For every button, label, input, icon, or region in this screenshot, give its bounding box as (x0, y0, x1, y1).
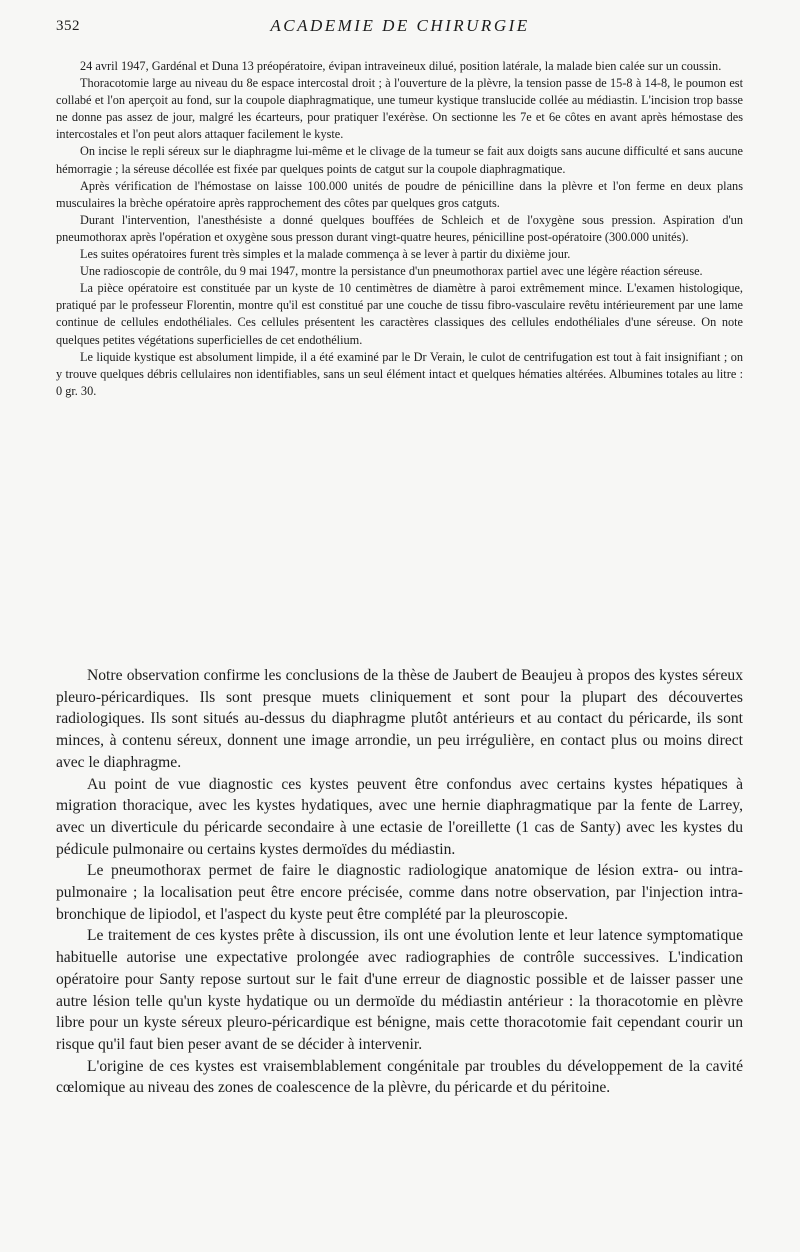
paragraph: La pièce opératoire est constituée par un kyste de 10 centimètres de diamètre à paroi extrêmement mince. L'examen histologique, pratiqué par le professeur Florentin, montre qu'il est constitué par une couche de tissu fibro-vasculaire revêtu intérieurement par une lame continue de cellules endothéliales. Ces cellules présentent les caractères classiques des cellules endothéliales d'une séreuse. On note quelques petites végétations superficielles de cet endothélium. (56, 281, 743, 347)
paragraph: Le liquide kystique est absolument limpide, il a été examiné par le Dr Verain, le culot de centrifugation est tout à fait insignifiant ; on y trouve quelques débris cellulaires non identifiables, sans un seul élément intact et quelques hématies altérées. Albumines totales au litre : 0 gr. 30. (56, 349, 743, 398)
page-number: 352 (56, 18, 80, 34)
paragraph: Une radioscopie de contrôle, du 9 mai 1947, montre la persistance d'un pneumothorax partiel avec une légère réaction séreuse. (80, 264, 703, 279)
paragraph: Au point de vue diagnostic ces kystes peuvent être confondus avec certains kystes hépatiques à migration thoracique, avec les kystes hydatiques, avec une hernie diaphragmatique par la fente de Larrey, avec un diverticule du péricarde secondaire à une ectasie de l'oreillette (1 cas de Santy) avec les kystes du pédicule pulmonaire ou certains kystes dermoïdes du médiastin. (56, 775, 743, 858)
running-title: ACADEMIE DE CHIRURGIE (270, 16, 530, 35)
page-header (56, 18, 744, 42)
paragraph: 24 avril 1947, Gardénal et Duna 13 préopératoire, évipan intraveineux dilué, position latérale, la malade bien calée sur un coussin. (80, 59, 722, 73)
paragraph: Le traitement de ces kystes prête à discussion, ils ont une évolution lente et leur latence symptomatique habituelle autorise une expectative prolongée avec radiographies de contrôle successives. L'indication opératoire pour Santy repose surtout sur le fait d'une erreur de diagnostic possible et de laisser passer une autre lésion telle qu'un kyste hydatique ou un dermoïde du médiastin antérieur : la thoracotomie en plèvre libre pour un kyste séreux pleuro-péricardique est bénigne, mais cette thoracotomie fait cependant courir un risque qu'il faut bien peser avant de se décider à intervenir. (56, 927, 743, 1053)
paragraph: Le pneumothorax permet de faire le diagnostic radiologique anatomique de lésion extra- ou intra-pulmonaire ; la localisation peut être encore précisée, comme dans notre observation, par l'injection intra-bronchique de lipiodol, et l'aspect du kyste peut être complété par la pleuroscopie. (56, 862, 743, 923)
paragraph: On incise le repli séreux sur le diaphragme lui-même et le clivage de la tumeur se fait aux doigts sans aucune difficulté et sans aucune hémorragie ; la séreuse décollée est fixée par quelques points de catgut sur la coupole diaphragmatique. (56, 144, 743, 176)
discussion-section (56, 665, 743, 1099)
paragraph: Les suites opératoires furent très simples et la malade commença à se lever à partir du dixième jour. (80, 247, 571, 262)
paragraph: L'origine de ces kystes est vraisemblablement congénitale par troubles du développement de la cavité cœlomique au niveau des zones de coalescence de la plèvre, du péricarde et du péritoine. (56, 1057, 743, 1097)
paragraph: Thoracotomie large au niveau du 8e espace intercostal droit ; à l'ouverture de la plèvre, la tension passe de 15-8 à 14-8, le poumon est collabé et l'on aperçoit au fond, sur la coupole diaphragmatique, une tumeur kystique translucide collée au médiastin. L'incision trop basse ne donne pas assez de jour, malgré les écarteurs, pour pratiquer l'exérèse. On sectionne les 7e et 6e côtes en avant après hémostase des intercostales et l'on peut alors attaquer facilement le kyste. (56, 76, 743, 142)
paragraph: Notre observation confirme les conclusions de la thèse de Jaubert de Beaujeu à propos des kystes séreux pleuro-péricardiques. Ils sont presque muets cliniquement et sont pour la plupart des découvertes radiologiques. Ils sont situés au-dessus du diaphragme plutôt antérieurs et au contact du péricarde, ils sont minces, à contenu séreux, donnent une image arrondie, un peu irrégulière, en contact plus ou moins direct avec le diaphragme. (56, 667, 743, 771)
paragraph: Après vérification de l'hémostase on laisse 100.000 unités de poudre de pénicilline dans la plèvre et l'on ferme en deux plans musculaires la brèche opératoire après rapprochement des côtes par quelques gros catguts. (56, 178, 743, 210)
case-report-section (56, 58, 743, 400)
paragraph: Durant l'intervention, l'anesthésiste a donné quelques bouffées de Schleich et de l'oxygène sous pression. Aspiration d'un pneumothorax après l'opération et oxygène sous presson durant vingt-quatre heures, pénicilline post-opératoire (300.000 unités). (56, 212, 743, 244)
